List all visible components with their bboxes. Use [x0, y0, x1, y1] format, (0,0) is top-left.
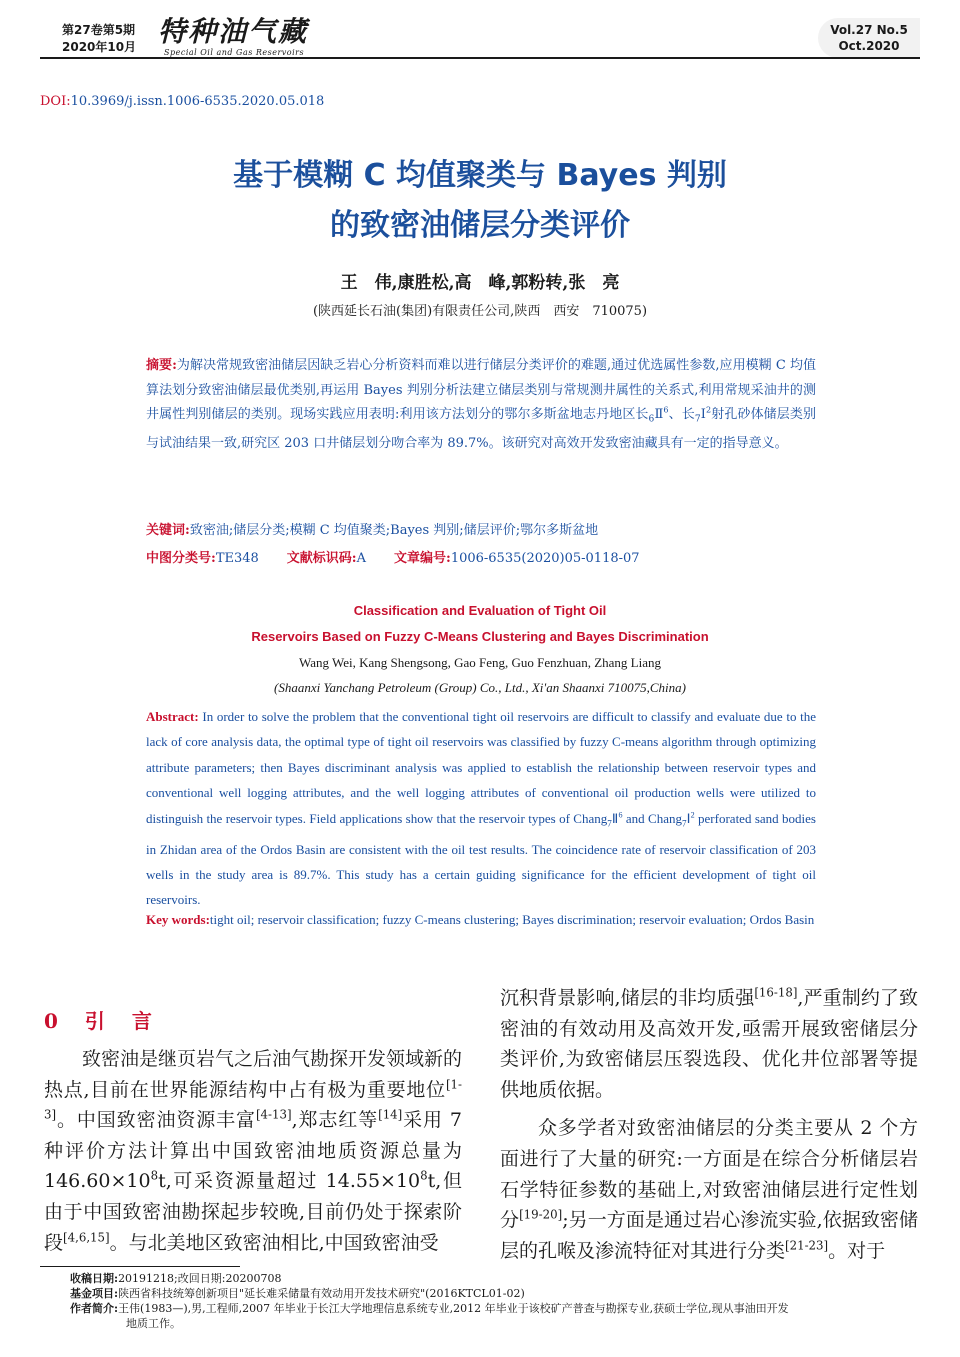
doi[interactable] — [40, 94, 324, 109]
journal-name-cn: 特种油气藏 — [158, 15, 309, 48]
issue-info — [62, 22, 136, 56]
footnote-author-cont: 地质工作。 — [126, 1317, 181, 1330]
keywords-cn-text: 致密油;储层分类;模糊 C 均值聚类;Bayes 判别;储层评价;鄂尔多斯盆地 — [189, 523, 599, 538]
body-paragraph: 众多学者对致密油储层的分类主要从 2 个方面进行了大量的研究:一方面是在综合分析储层岩石学特征参数的基础上,对致密油储层进行定性划分[19-20];另一方面是通过岩心渗流实验,依据致密储层的孔喉及渗流特征对其进行分类[21-23]。对于 — [500, 1117, 918, 1262]
authors-en: Wang Wei, Kang Shengsong, Gao Feng, Guo Fenzhuan, Zhang Liang — [299, 655, 661, 670]
journal-name-en: Special Oil and Gas Reservoirs — [164, 48, 305, 57]
volume-cn: 第27卷第5期 — [62, 23, 136, 37]
footnote-author: 作者简介:王伟(1983—),男,工程师,2007 年毕业于长江大学地理信息系统专业,2012 年毕业于该校矿产普查与勘探专业,获硕士学位,现从事油田开发 — [70, 1302, 789, 1315]
volume-en: Vol.27 No.5 — [830, 23, 908, 37]
keywords-cn — [146, 519, 816, 538]
date-en: Oct.2020 — [838, 39, 900, 53]
footnote-rule — [40, 1266, 240, 1267]
date-cn: 2020年10月 — [62, 40, 137, 54]
abstract-en-label: Abstract: — [146, 709, 199, 724]
title-line-1: 基于模糊 C 均值聚类与 Bayes 判别 — [233, 158, 727, 193]
classification-row — [146, 547, 816, 566]
abstract-en: Abstract: In order to solve the problem that the conventional tight oil reservoirs are difficult to classify and evaluate due to the lack of core analysis data, the optimal type of tight oil reservoirs was classified by fuzzy C-means algorithm through optimizing attribute parameters; then Bayes discriminant analysis was applied to establish the relationship between reservoir types and conventional well logging attributes, and the well logging attributes of conventional oil production wells were utilized to distinguish the reservoir types. Field applications show that the reservoir types of Chang$_7$Ⅱ$^6$ and Chang$_7$Ⅰ$^2$ perforated sand bodies in Zhidan area of the Ordos Basin are consistent with the oil test results. The coincidence rate of reservoir classification of 203 wells in the study area is 89.7%. This study has a certain guiding significance for the efficient development of tight oil reservoirs. — [146, 709, 816, 908]
abstract-cn-label: 摘要: — [146, 358, 177, 373]
body-paragraph: 沉积背景影响,储层的非均质强[16-18],严重制约了致密油的有效动用及高效开发,亟需开展致密储层分类评价,为致密储层压裂选段、优化井位部署等提供地质依据。 — [500, 985, 919, 1101]
title-line-2: 的致密油储层分类评价 — [330, 208, 630, 243]
article-number: 文章编号:1006-6535(2020)05-0118-07 — [394, 551, 640, 566]
body-column-left — [44, 1044, 462, 1258]
affiliation-en: (Shaanxi Yanchang Petroleum (Group) Co., Ltd., Xi'an Shaanxi 710075,China) — [274, 680, 686, 695]
section-heading: 0 引 言 — [44, 1009, 162, 1033]
journal-logo — [158, 16, 308, 57]
keywords-en — [146, 907, 816, 932]
doi-label: DOI: — [40, 94, 71, 109]
affiliation: (陕西延长石油(集团)有限责任公司,陕西 西安 710075) — [312, 304, 648, 319]
keywords-en-text: tight oil; reservoir classification; fuzzy C-means clustering; Bayes discrimination; reservoir evaluation; Ordos Basin — [209, 912, 815, 927]
doc-code: 文献标识码:A — [286, 551, 366, 566]
keywords-cn-label: 关键词: — [146, 523, 190, 538]
body-paragraph: 致密油是继页岩气之后油气勘探开发领域新的热点,目前在世界能源结构中占有极为重要地位[1-3]。中国致密油资源丰富[4-13],郑志红等[14]采用 7 种评价方法计算出中国致密油地质资源总量为 $146.60\times 10^8t$,可采资源量超过 $14.55\times 10^8t$,但由于中国致密油勘探起步较晚,目前仍处于探索阶段[4,6,15]。与北美地区致密油相比,中国致密油受 — [44, 1048, 463, 1254]
authors: 王 伟,康胜松,高 峰,郭粉转,张 亮 — [340, 273, 620, 293]
keywords-en-label: Key words: — [146, 912, 210, 927]
footnote-fund: 基金项目:陕西省科技统筹创新项目"延长难采储量有效动用开发技术研究"(2016KTCL01-02) — [70, 1287, 525, 1300]
issue-badge — [818, 18, 920, 58]
title-en-line-1: Classification and Evaluation of Tight Oil — [353, 603, 607, 618]
clc-number: 中图分类号:TE348 — [146, 551, 259, 566]
title-en-line-2: Reservoirs Based on Fuzzy C-Means Clustering and Bayes Discrimination — [251, 629, 709, 644]
body-column-right — [500, 983, 918, 1266]
footnote-received: 收稿日期:20191218;改回日期:20200708 — [70, 1272, 282, 1285]
header-rule — [40, 57, 920, 59]
doi-value: 10.3969/j.issn.1006-6535.2020.05.018 — [70, 94, 325, 109]
footnotes — [70, 1271, 930, 1331]
abstract-cn: 摘要:为解决常规致密油储层因缺乏岩心分析资料而难以进行储层分类评价的难题,通过优选属性参数,应用模糊 C 均值算法划分致密油储层最优类别,再运用 Bayes 判别分析法建立储层类别与常规测井属性的关系式,利用常规采油井的测井属性判别储层的类别。现场实践应用表明:利用该方法划分的鄂尔多斯盆地志丹地区长$_6$Ⅱ$^6$、长$_7$Ⅰ$^2$射孔砂体储层类别与试油结果一致,研究区 203 口井储层划分吻合率为 89.7%。该研究对高效开发致密油藏具有一定的指导意义。 — [146, 358, 816, 452]
